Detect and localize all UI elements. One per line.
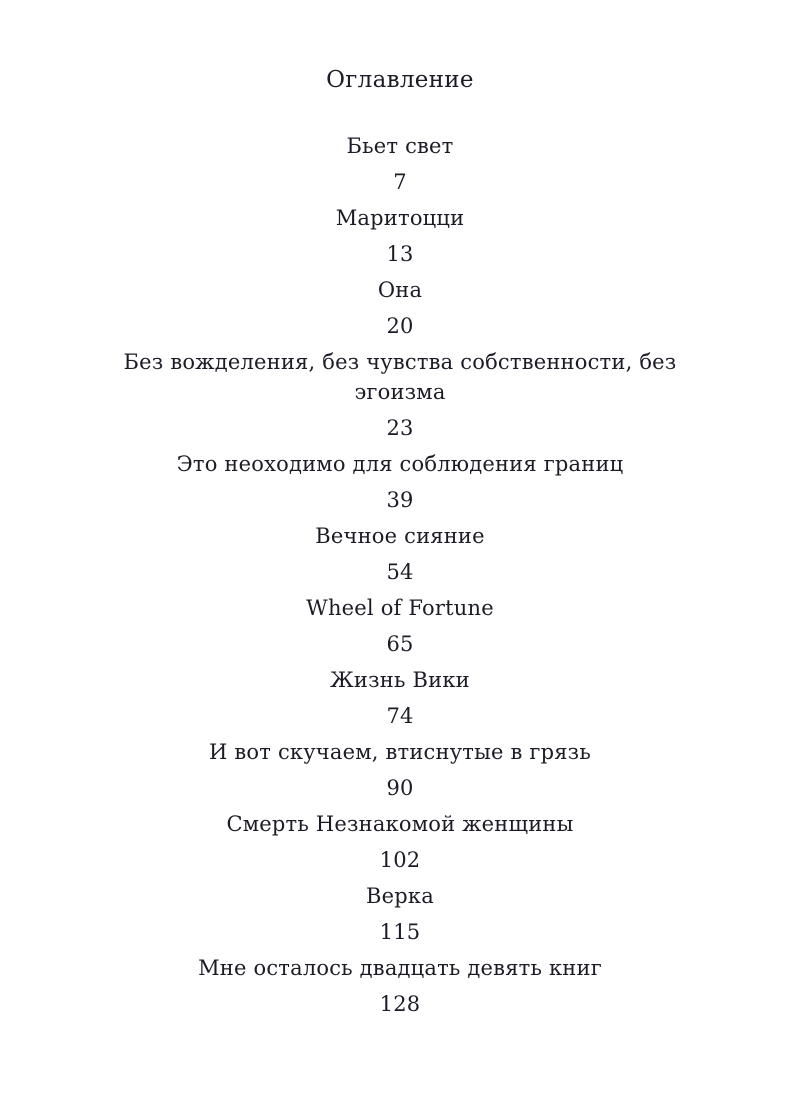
toc-entry — [0, 734, 800, 806]
toc-entry-title: Wheel of Fortune — [306, 596, 494, 620]
toc-entry-page-number: 102 — [379, 848, 421, 872]
toc-entry-title: Бьет свет — [346, 134, 454, 158]
toc-entry-page-number: 128 — [379, 992, 421, 1016]
toc-entry — [0, 806, 800, 878]
toc-entry-page-number: 7 — [393, 170, 407, 194]
toc-heading: Оглавление — [326, 67, 474, 93]
toc-entry-title: Жизнь Вики — [330, 668, 470, 692]
toc-entry-page-number: 20 — [386, 314, 414, 338]
toc-entry-page-number: 65 — [386, 632, 414, 656]
toc-entry-page-number: 74 — [386, 704, 414, 728]
toc-entry-page-number: 54 — [386, 560, 414, 584]
toc-entry-page-number: 115 — [379, 920, 421, 944]
toc-entry-title: Мне осталось двадцать девять книг — [198, 956, 602, 980]
toc-entry — [0, 950, 800, 1022]
toc-entry — [0, 878, 800, 950]
toc-entry-title: И вот скучаем, втиснутые в грязь — [209, 740, 591, 764]
toc-entry — [0, 200, 800, 272]
toc-entry — [0, 128, 800, 200]
toc-entry-title: Вечное сияние — [315, 524, 485, 548]
toc-entry-title: Это неоходимо для соблюдения границ — [176, 452, 624, 476]
toc-entry-title: Она — [377, 278, 423, 302]
toc-entry-title: Маритоцци — [335, 206, 465, 230]
toc-entry — [0, 272, 800, 344]
toc-entry — [0, 344, 800, 446]
toc-list — [0, 128, 800, 1022]
toc-entry-title: Смерть Незнакомой женщины — [226, 812, 574, 836]
toc-entry — [0, 518, 800, 590]
toc-entry-page-number: 90 — [386, 776, 414, 800]
toc-entry-page-number: 39 — [386, 488, 414, 512]
toc-entry-page-number: 13 — [386, 242, 414, 266]
toc-entry-title: Без вожделения, без чувства собственности, без эгоизма — [123, 350, 677, 404]
toc-entry — [0, 446, 800, 518]
toc-entry — [0, 590, 800, 662]
toc-entry-title: Верка — [366, 884, 434, 908]
toc-entry-page-number: 23 — [386, 416, 414, 440]
toc-entry — [0, 662, 800, 734]
